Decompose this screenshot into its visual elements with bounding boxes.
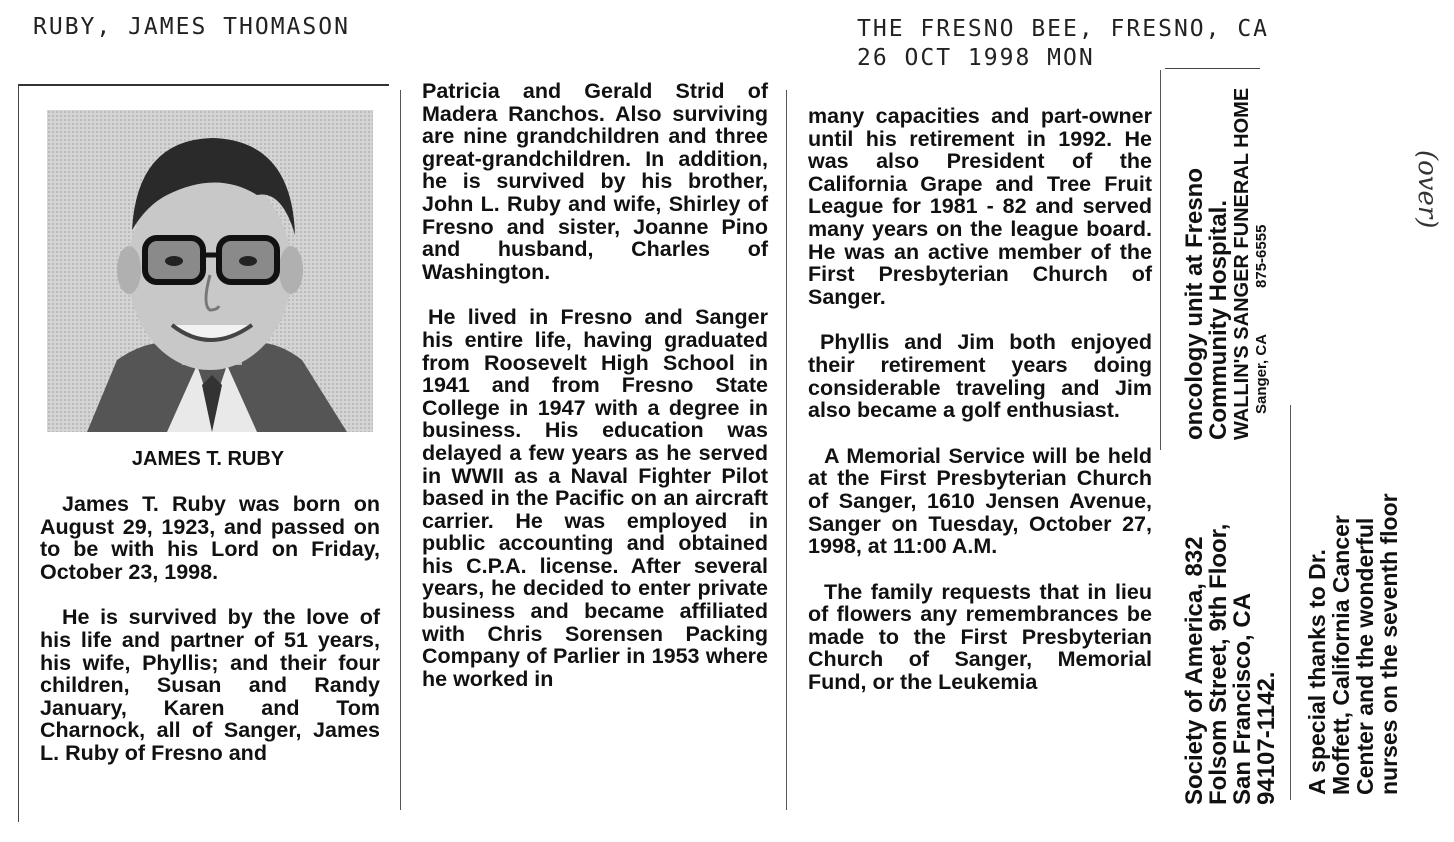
- thanks-text-strip: [1305, 493, 1401, 795]
- continued-text-strip-top: [1183, 88, 1271, 440]
- clipping-edge: [1160, 70, 1161, 450]
- clipping-edge: [1290, 405, 1291, 800]
- strip-line: nurses on the seventh floor: [1376, 493, 1402, 795]
- strip-line: oncology unit at Fresno: [1181, 167, 1208, 440]
- funeral-home-location: Sanger, CA: [1253, 333, 1270, 414]
- obituary-column-3: [808, 105, 1152, 694]
- portrait-photo: [47, 110, 373, 432]
- funeral-home-name: WALLIN'S SANGER FUNERAL HOME: [1231, 87, 1253, 440]
- handwritten-over-note: (over): [1412, 150, 1442, 229]
- column-2-paragraph: He lived in Fresno and Sanger his entire life, having graduated from Roosevelt High School in 1941 and from Fresno State College in 1947 with a degree in business. His education was delayed a few years as he served in WWII as a Naval Fighter Pilot based in the Pacific on an aircraft carrier. He was employed in public accounting and obtained his C.P.A. license. After several years, he decided to enter private business and became affiliated with Chris Sorensen Packing Company of Parlier in 1953 where he worked in: [422, 305, 768, 691]
- funeral-home-contact: [1253, 88, 1271, 440]
- column-2-paragraph: Patricia and Gerald Strid of Madera Ranchos. Also surviving are nine grandchildren and three great-grandchildren. In addition, he is survived by his brother, John L. Ruby and wife, Shirley of Fresno and sister, Joanne Pino and husband, Charles of Washington.: [422, 79, 768, 284]
- photo-caption: JAMES T. RUBY: [131, 448, 285, 470]
- strip-line: A special thanks to Dr.: [1304, 549, 1330, 795]
- date-underline: [1165, 68, 1260, 69]
- strip-line: Community Hospital.: [1205, 199, 1232, 440]
- newspaper-source-label: THE FRESNO BEE, FRESNO, CA: [857, 16, 1270, 42]
- strip-line: Moffett, California Cancer: [1328, 515, 1354, 795]
- column-3-paragraph: The family requests that in lieu of flowers any remembrances be made to the First Presbyterian Church of Sanger, Memorial Fund, or the Leukemia: [808, 579, 1152, 695]
- strip-line: San Francisco, CA: [1229, 592, 1256, 805]
- column-1-paragraph: James T. Ruby was born on August 29, 1923, and passed on to be with his Lord on Friday, October 23, 1998.: [40, 492, 380, 584]
- publication-date-label: 26 OCT 1998 MON: [857, 45, 1095, 71]
- portrait-icon: [47, 110, 373, 432]
- obituary-column-2: [422, 80, 768, 690]
- strip-line: Society of America, 832: [1181, 536, 1208, 805]
- strip-line: Folsom Street, 9th Floor,: [1205, 523, 1232, 805]
- strip-line: Center and the wonderful: [1352, 517, 1378, 795]
- column-divider: [400, 90, 401, 810]
- column-1-paragraph: He is survived by the love of his life and partner of 51 years, his wife, Phyllis; and their four children, Susan and Randy January, Karen and Tom Charnock, all of Sanger, James L. Ruby of Fresno and: [40, 605, 380, 765]
- column-3-paragraph: many capacities and part-owner until his retirement in 1992. He was also President of the California Grape and Tree Fruit League for 1981 - 82 and served many years on the league board. He was an active member of the First Presbyterian Church of Sanger.: [808, 104, 1152, 309]
- obituary-column-1: [40, 493, 380, 765]
- funeral-home-phone: 875-6555: [1253, 224, 1270, 288]
- strip-line: 94107-1142.: [1253, 671, 1280, 805]
- continued-text-strip-bottom: [1183, 524, 1279, 805]
- column-3-paragraph: Phyllis and Jim both enjoyed their retirement years doing considerable traveling and Jim also became a golf enthusiast.: [808, 330, 1152, 423]
- obituary-name-label: RUBY, JAMES THOMASON: [33, 14, 350, 40]
- column-3-paragraph: A Memorial Service will be held at the First Presbyterian Church of Sanger, 1610 Jensen Avenue, Sanger on Tuesday, October 27, 1998, at 11:00 A.M.: [808, 443, 1152, 559]
- column-divider: [786, 90, 787, 810]
